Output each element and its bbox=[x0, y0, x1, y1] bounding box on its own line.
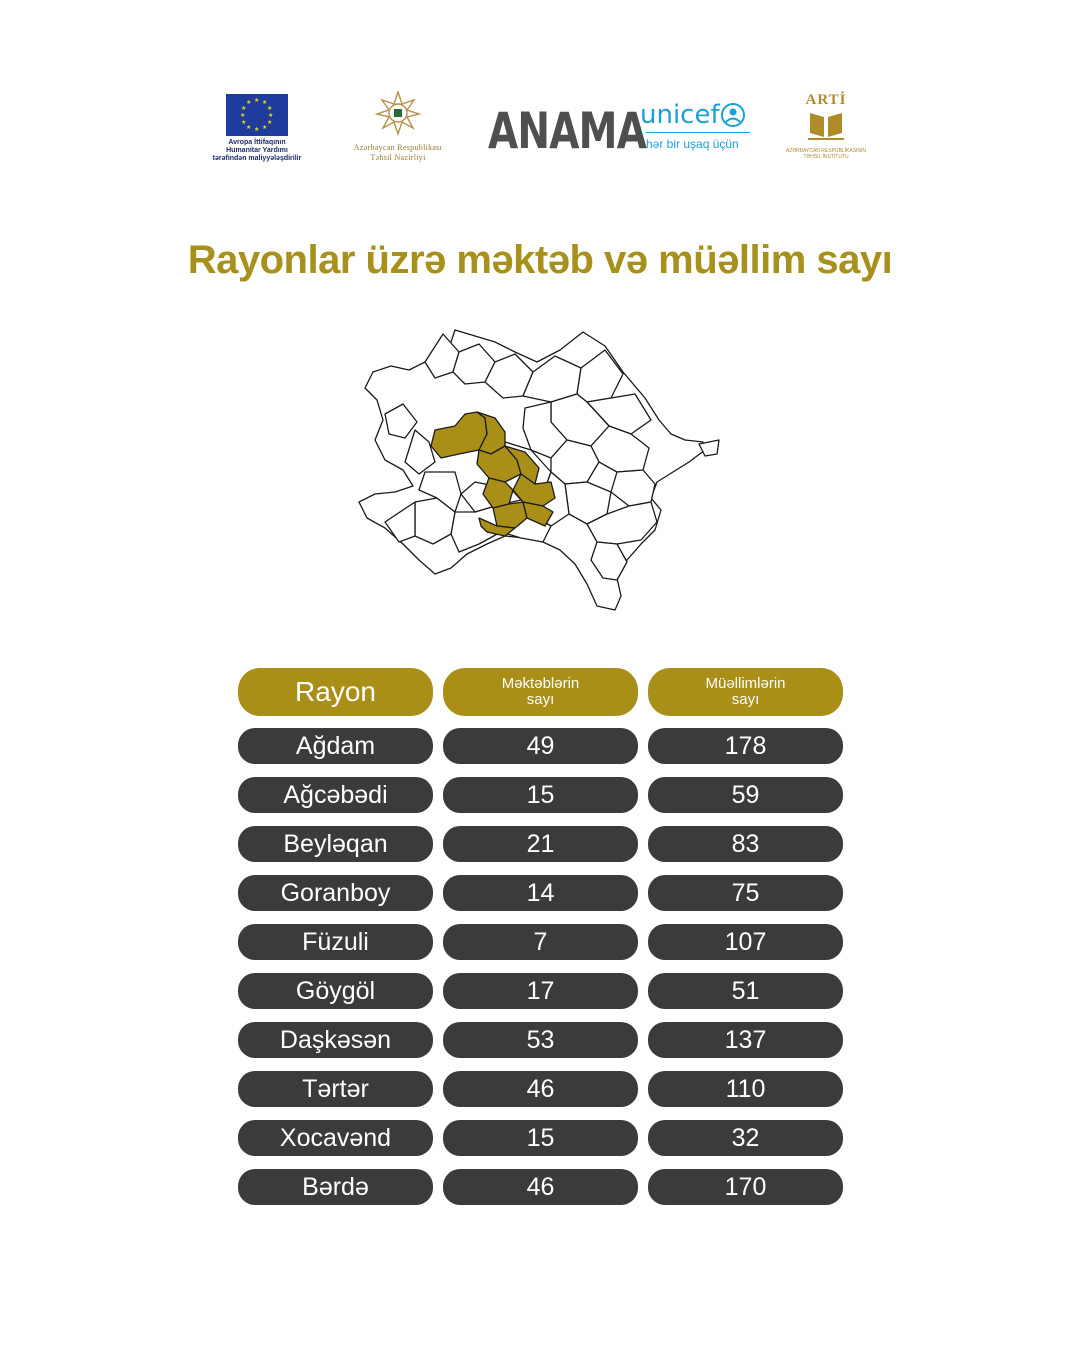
table-row bbox=[238, 1120, 842, 1169]
district-name: Tərtər bbox=[238, 1071, 433, 1107]
school-count: 17 bbox=[443, 973, 638, 1009]
ministry-emblem-icon bbox=[373, 88, 423, 138]
district-name: Bərdə bbox=[238, 1169, 433, 1205]
school-count: 7 bbox=[443, 924, 638, 960]
district-name: Ağcəbədi bbox=[238, 777, 433, 813]
teacher-count: 32 bbox=[648, 1120, 843, 1156]
school-count: 46 bbox=[443, 1071, 638, 1107]
teacher-count: 107 bbox=[648, 924, 843, 960]
table-row bbox=[238, 875, 842, 924]
table-row bbox=[238, 924, 842, 973]
unicef-logo: unicef hər bir uşaq üçün bbox=[640, 100, 760, 151]
table-header-row bbox=[238, 668, 842, 716]
teacher-count: 170 bbox=[648, 1169, 843, 1205]
page-title: Rayonlar üzrə məktəb və müəllim sayı bbox=[187, 238, 893, 282]
azerbaijan-district-map bbox=[355, 322, 725, 617]
unicef-globe-icon bbox=[720, 102, 746, 128]
teacher-count: 110 bbox=[648, 1071, 843, 1107]
header-schools: Məktəblərin sayı bbox=[443, 668, 638, 716]
arti-logo: ARTİ AZƏRBAYCAN RESPUBLİKASININ TƏHSİL İNSTİTUTU bbox=[785, 92, 867, 160]
table-row bbox=[238, 1071, 842, 1120]
district-name: Daşkəsən bbox=[238, 1022, 433, 1058]
school-count: 49 bbox=[443, 728, 638, 764]
school-count: 53 bbox=[443, 1022, 638, 1058]
header-teachers: Müəllimlərin sayı bbox=[648, 668, 843, 716]
table-row bbox=[238, 973, 842, 1022]
school-count: 15 bbox=[443, 777, 638, 813]
table-row bbox=[238, 826, 842, 875]
school-count: 46 bbox=[443, 1169, 638, 1205]
district-name: Göygöl bbox=[238, 973, 433, 1009]
district-name: Füzuli bbox=[238, 924, 433, 960]
teacher-count: 51 bbox=[648, 973, 843, 1009]
table-row bbox=[238, 777, 842, 826]
eu-logo-text: Avropa İttifaqının Humanitar Yardımı tərəfindən maliyyələşdirilir bbox=[212, 139, 302, 162]
table-row bbox=[238, 1169, 842, 1218]
partner-logos bbox=[0, 88, 1080, 178]
teacher-count: 178 bbox=[648, 728, 843, 764]
school-count: 21 bbox=[443, 826, 638, 862]
district-name: Goranboy bbox=[238, 875, 433, 911]
district-name: Ağdam bbox=[238, 728, 433, 764]
anama-logo: ANAMA bbox=[488, 102, 647, 160]
ministry-of-education-logo: Azərbaycan Respublikası Təhsil Nazirliyi bbox=[334, 88, 462, 163]
eu-flag-icon: ★ ★ ★ ★ ★ ★ ★ ★ ★ ★ ★ ★ bbox=[226, 94, 288, 136]
district-table bbox=[238, 668, 842, 1218]
eu-humanitarian-logo bbox=[208, 94, 306, 163]
teacher-count: 83 bbox=[648, 826, 843, 862]
book-icon bbox=[806, 109, 846, 141]
school-count: 14 bbox=[443, 875, 638, 911]
teacher-count: 137 bbox=[648, 1022, 843, 1058]
header-district: Rayon bbox=[238, 668, 433, 716]
school-count: 15 bbox=[443, 1120, 638, 1156]
table-row bbox=[238, 728, 842, 777]
district-name: Beyləqan bbox=[238, 826, 433, 862]
district-name: Xocavənd bbox=[238, 1120, 433, 1156]
table-row bbox=[238, 1022, 842, 1071]
teacher-count: 59 bbox=[648, 777, 843, 813]
teacher-count: 75 bbox=[648, 875, 843, 911]
